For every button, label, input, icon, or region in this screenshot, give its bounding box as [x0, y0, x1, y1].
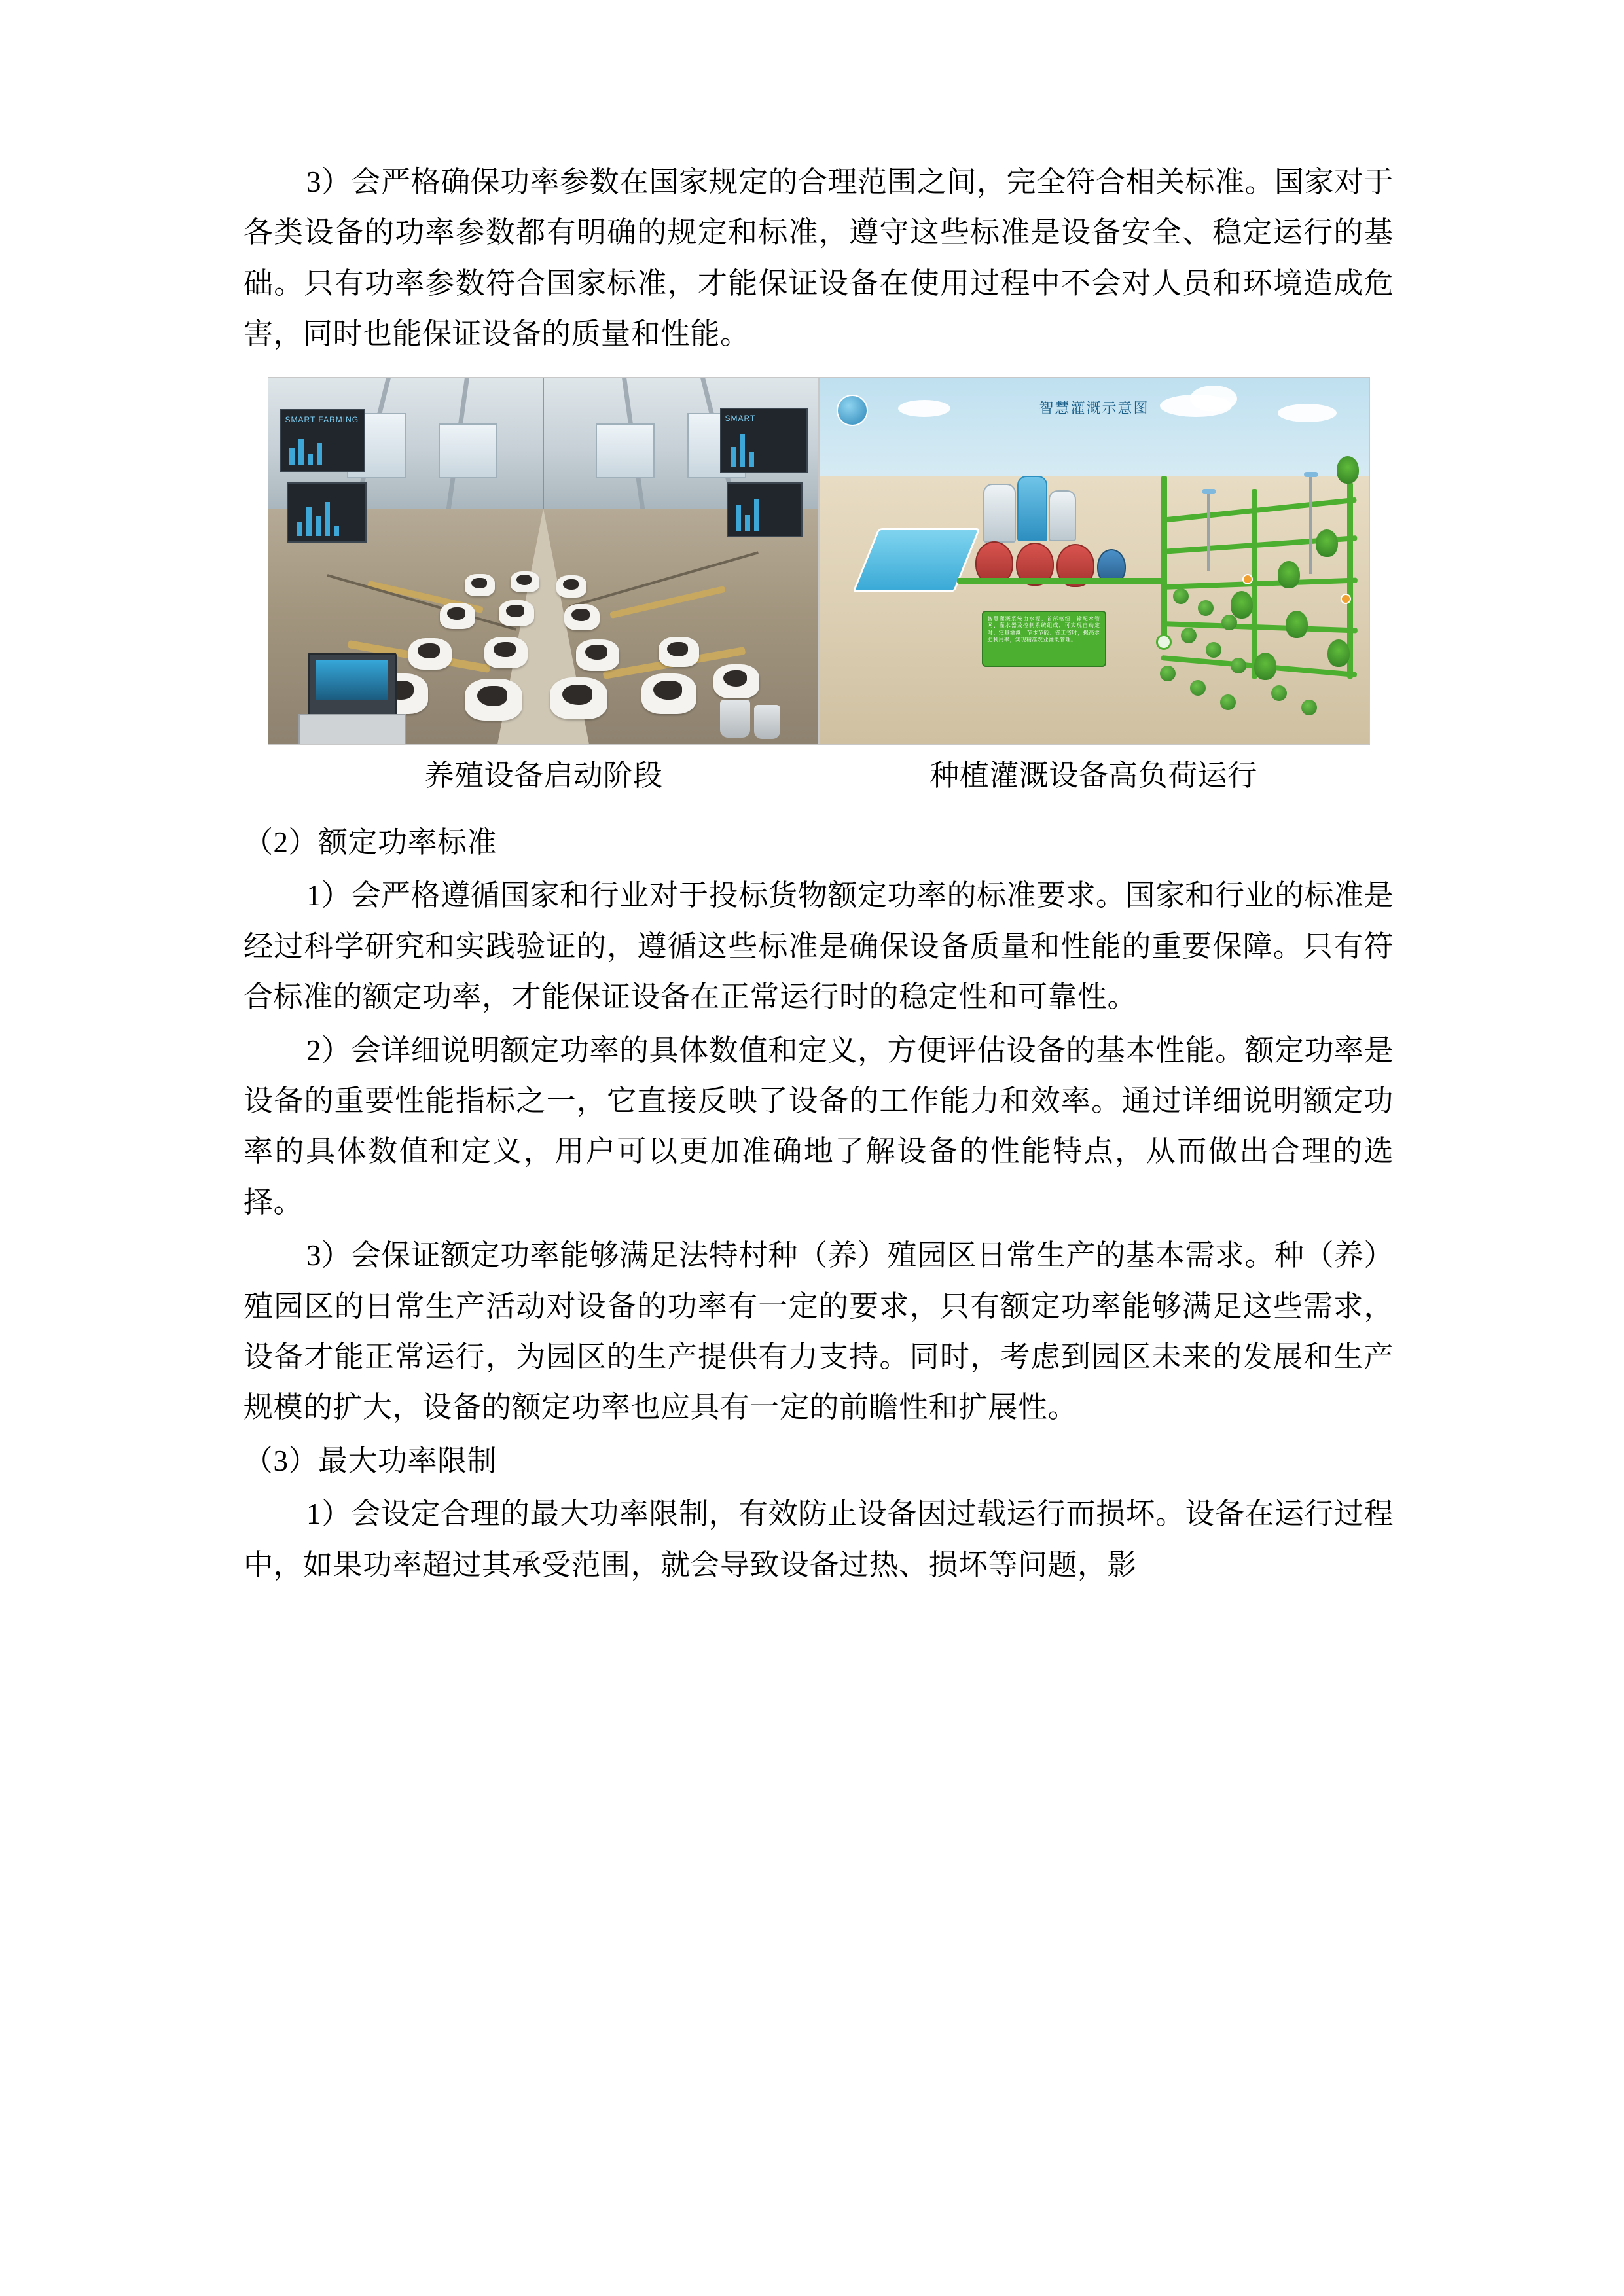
diagram-ground: [820, 476, 1369, 744]
control-desk: [298, 714, 406, 745]
cow: [465, 679, 522, 721]
milk-bucket: [720, 700, 750, 738]
banner-brand-label: SMART FARMING: [285, 414, 359, 424]
riser-pipe: [1161, 476, 1167, 639]
banner-bar: [317, 443, 322, 465]
storage-tank: [983, 484, 1016, 543]
tree: [1231, 591, 1253, 619]
paragraph-5: 3）会保证额定功率能够满足法特村种（养）殖园区日常生产的基本需求。种（养）殖园区的日常生产活动对设备的功率有一定的要求，只有额定功率能够满足这些需求，设备才能正常运行，为园区的生产提供有力支持。同时，考虑到园区未来的发展和生产规模的扩大，设备的额定功率也应具有一定的前瞻性和扩展性。: [244, 1239, 1394, 1424]
figure-row: [268, 377, 1370, 745]
crop: [1231, 658, 1246, 673]
barn-window: [439, 423, 497, 478]
sensor-lamp: [1202, 489, 1216, 494]
crop: [1220, 694, 1236, 710]
edge-pipe: [1252, 489, 1257, 679]
crop: [1301, 700, 1317, 715]
cow: [556, 575, 586, 598]
banner-bar: [289, 448, 295, 465]
diagram-title: 智慧灌溉示意图: [1039, 399, 1149, 416]
cow: [713, 664, 759, 698]
paragraph-4: 2）会详细说明额定功率的具体数值和定义，方便评估设备的基本性能。额定功率是设备的重要性能指标之一，它直接反映了设备的工作能力和效率。通过详细说明额定功率的具体数值和定义，用户可以更加准确地了解设备的性能特点，从而做出合理的选择。: [244, 1033, 1394, 1219]
barn-window: [596, 423, 655, 478]
panel-bar: [297, 522, 302, 536]
cloud: [1278, 404, 1337, 422]
smart-sign-right: [720, 408, 808, 473]
figure-caption-row: [269, 754, 1369, 798]
cow: [484, 637, 528, 668]
globe-icon: [837, 395, 868, 426]
storage-tank-blue: [1017, 476, 1047, 541]
paragraph-2: （2）额定功率标准: [244, 826, 497, 859]
panel-bar: [316, 516, 321, 536]
valve-wheel: [1156, 634, 1172, 650]
tree: [1254, 653, 1276, 680]
dashboard-panel-right: [727, 482, 803, 537]
paragraph-1: 3）会严格确保功率参数在国家规定的合理范围之间，完全符合相关标准。国家对于各类设备的功率参数都有明确的规定和标准，遵守这些标准是设备安全、稳定运行的基础。只有功率参数符合国家标准，才能保证设备在使用过程中不会对人员和环境造成危害，同时也能保证设备的质量和性能。: [244, 166, 1394, 351]
sign-bar: [749, 452, 754, 467]
smart-farming-banner: [280, 409, 365, 472]
panel-bar: [306, 507, 312, 536]
cow: [641, 673, 696, 714]
cow: [659, 637, 699, 667]
panel-bar: [736, 505, 741, 531]
diagram-sky: [820, 378, 1369, 489]
crop: [1173, 588, 1189, 604]
tree: [1286, 611, 1308, 638]
sign-bar: [740, 434, 745, 467]
crop: [1206, 642, 1221, 658]
dashboard-panel: [287, 482, 367, 543]
crop: [1190, 680, 1206, 696]
cow: [550, 677, 607, 719]
crop: [1271, 685, 1287, 701]
cow: [440, 603, 475, 629]
main-pipe: [957, 578, 1166, 584]
panel-bar: [754, 499, 759, 531]
diagram-infobox: 智慧灌溉系统由水源、首部枢纽、输配水管网、灌水器及控制系统组成，可实现自动定时、定量灌溉，节水节能、省工省时，提高水肥利用率，实现精准农业灌溉管理。: [982, 611, 1106, 667]
banner-bar: [298, 439, 304, 465]
sensor-pole: [1207, 493, 1210, 571]
tree: [1337, 456, 1359, 484]
figure-block: [244, 377, 1394, 818]
control-monitor: [308, 653, 397, 719]
cow: [408, 638, 452, 670]
crop: [1160, 666, 1176, 681]
valve-icon: [1242, 574, 1253, 584]
sensor-lamp: [1304, 472, 1318, 477]
cow: [511, 571, 539, 592]
milk-bucket: [754, 705, 780, 739]
figure-image-irrigation-diagram: [819, 377, 1370, 745]
document-body: [244, 157, 1394, 1590]
crop: [1181, 628, 1197, 643]
tree: [1327, 639, 1350, 667]
cow: [465, 574, 495, 596]
cloud: [898, 400, 950, 417]
valve-icon: [1341, 594, 1351, 604]
banner-bar: [308, 454, 313, 465]
crop: [1221, 615, 1237, 630]
panel-bar: [334, 526, 339, 536]
cloud: [1190, 386, 1237, 412]
crop: [1198, 600, 1214, 616]
figure-caption-right: 种植灌溉设备高负荷运行: [929, 759, 1257, 792]
panel-bar: [745, 515, 750, 531]
paragraph-6: （3）最大功率限制: [244, 1444, 497, 1477]
sensor-pole: [1309, 476, 1312, 574]
cow: [499, 600, 534, 626]
panel-bar: [325, 502, 330, 536]
storage-tank: [1049, 490, 1076, 541]
tree: [1316, 529, 1338, 557]
paragraph-3: 1）会严格遵循国家和行业对于投标货物额定功率的标准要求。国家和行业的标准是经过科学研究和实践验证的，遵循这些标准是确保设备质量和性能的重要保障。只有符合标准的额定功率，才能保证设备在正常运行时的稳定性和可靠性。: [244, 879, 1394, 1014]
figure-caption-left: 养殖设备启动阶段: [424, 759, 663, 792]
tree: [1278, 561, 1300, 588]
sign-label: SMART: [725, 413, 756, 423]
paragraph-7: 1）会设定合理的最大功率限制，有效防止设备因过载运行而损坏。设备在运行过程中，如果功率超过其承受范围，就会导致设备过热、损坏等问题，影: [244, 1498, 1394, 1581]
figure-image-cow-barn: [268, 377, 819, 745]
sign-bar: [731, 447, 736, 467]
cow: [576, 639, 619, 671]
cow: [564, 604, 600, 630]
